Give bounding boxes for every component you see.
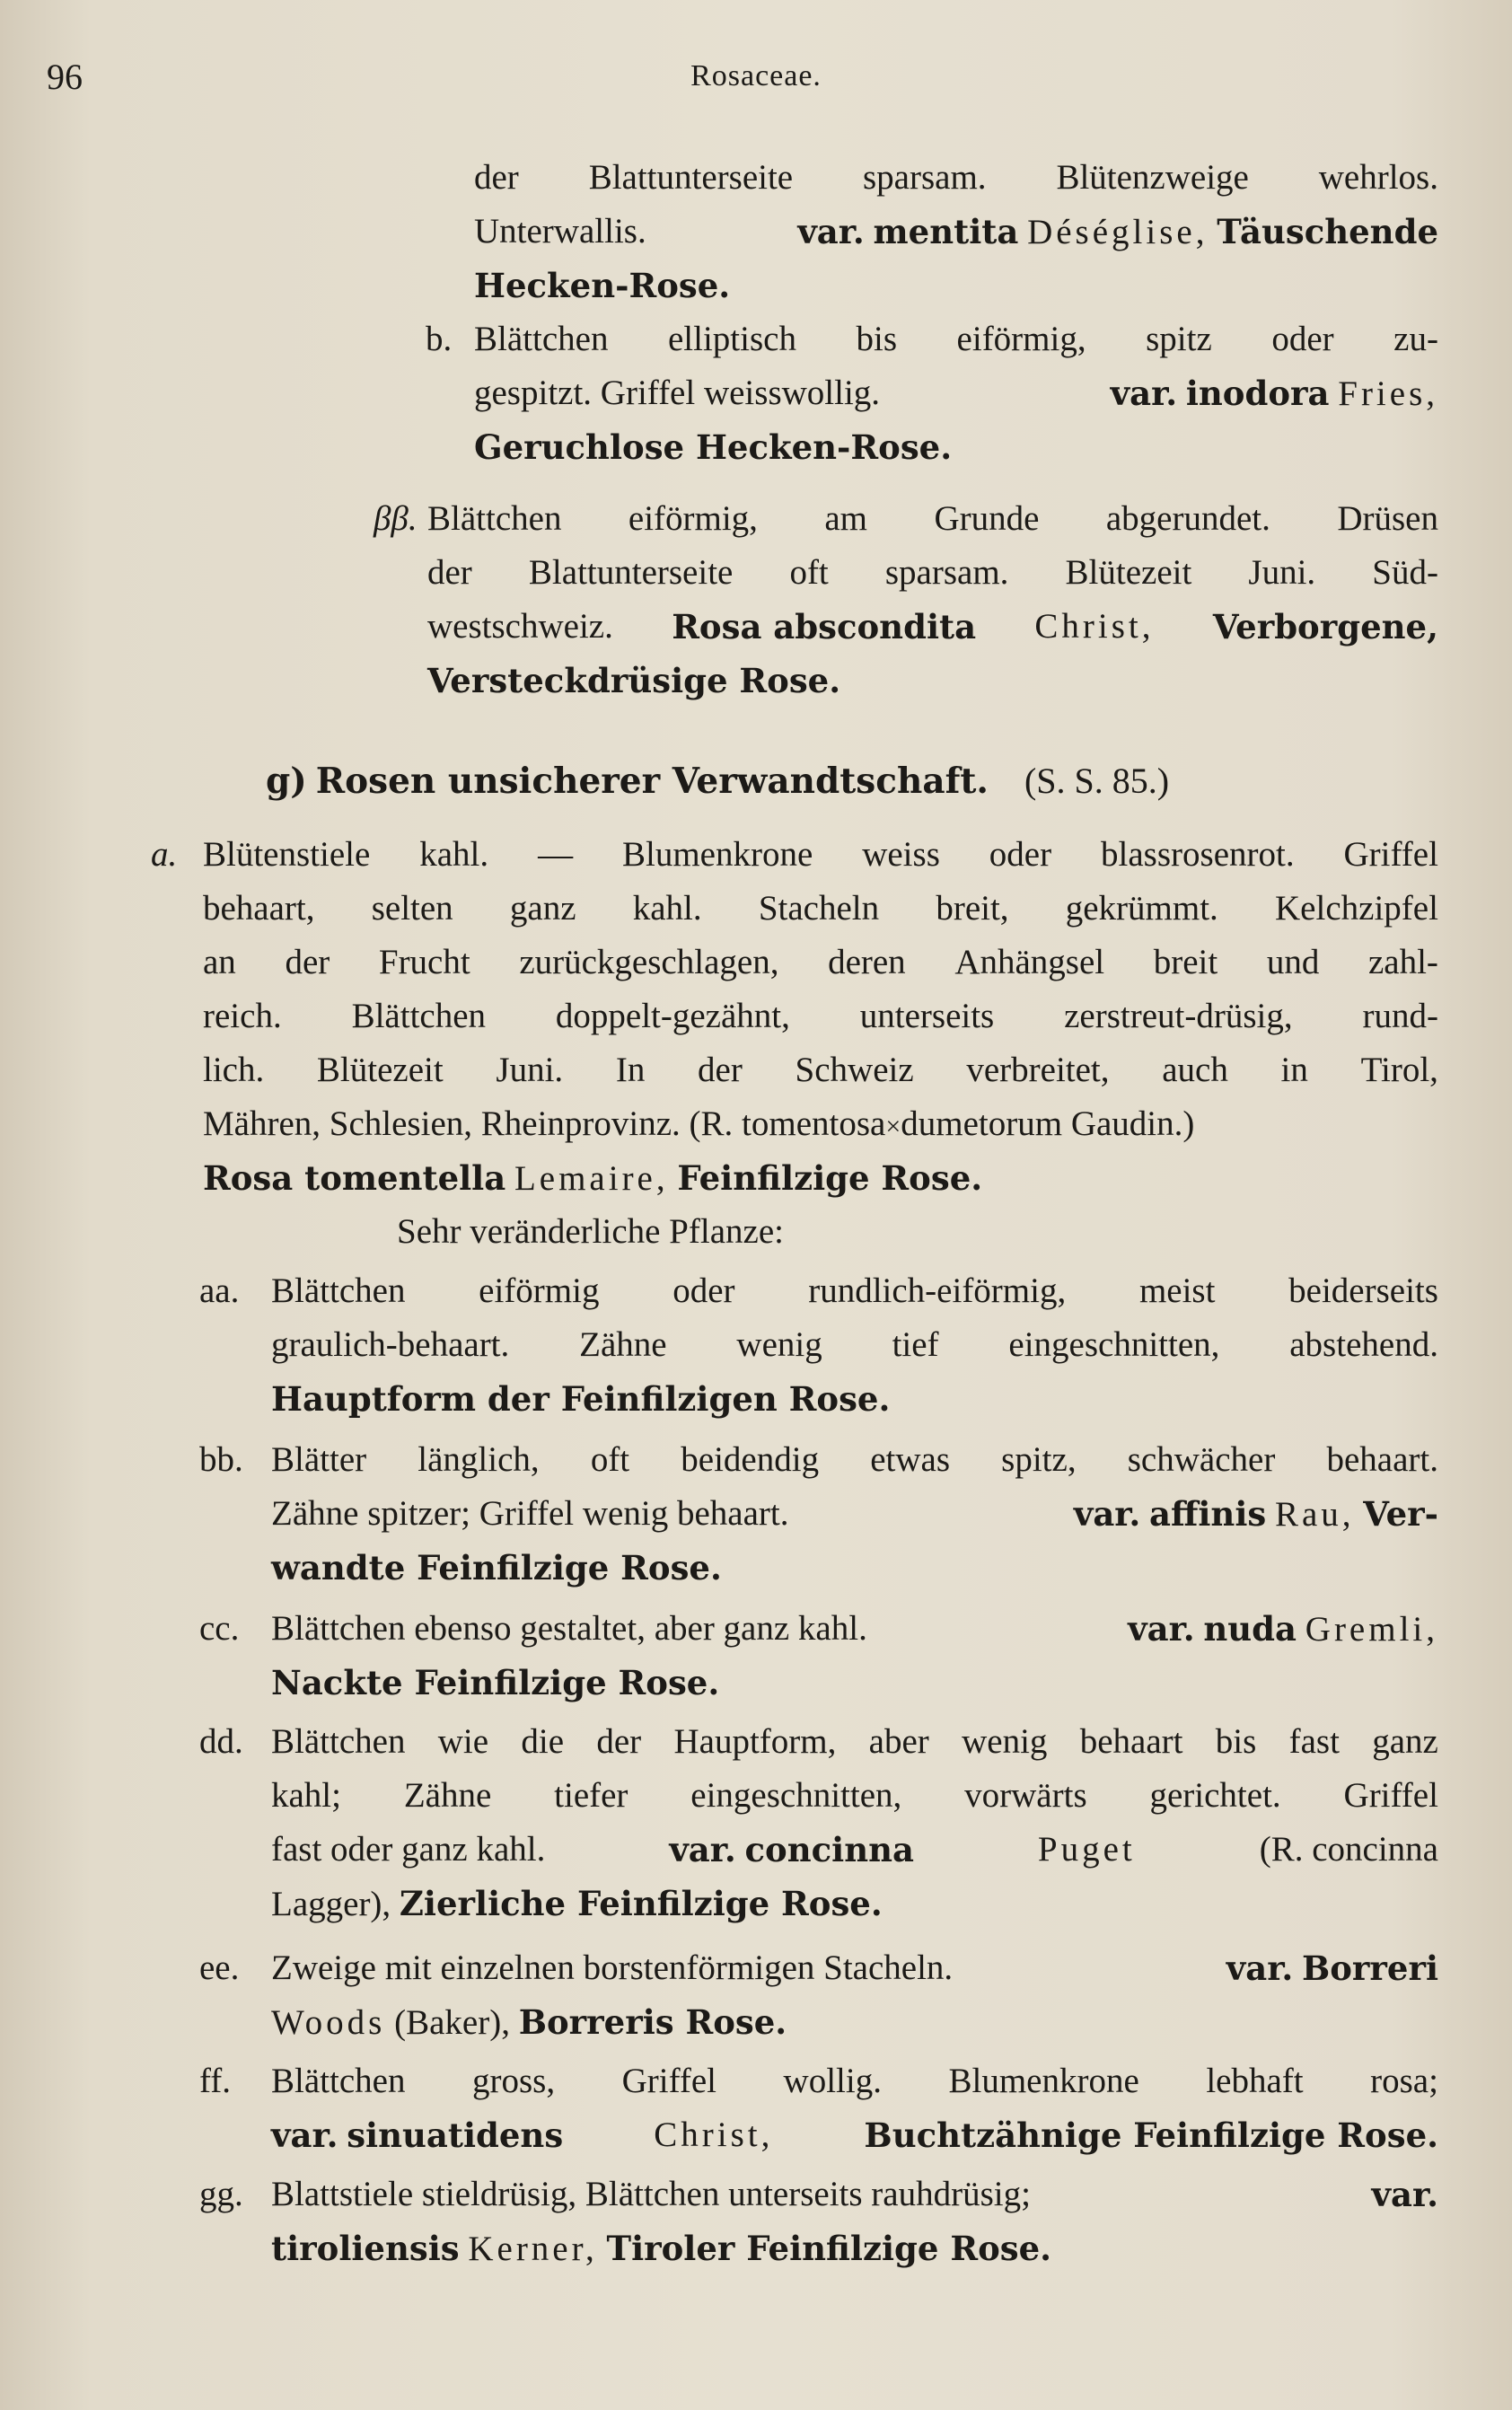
entry-borreri: [199, 1941, 1438, 2049]
entry-affinis: [199, 1433, 1438, 1595]
entry-inodora: [426, 312, 1438, 474]
text-line: Rosa tomentella Lemaire, Feinfilzige Rose.: [203, 1158, 983, 1198]
text-line: Blättchen ebenso gestaltet, aber ganz kahl. var. nuda Gremli,: [271, 1609, 1438, 1649]
running-title: Rosaceae.: [690, 59, 822, 92]
entry-tomentella: [151, 828, 1438, 1259]
text-line: lich. Blütezeit Juni. In der Schweiz verbreitet, auch in Tirol,: [203, 1051, 1438, 1089]
entry-label: aa.: [199, 1271, 240, 1310]
section-reference: (S. S. 85.): [1024, 761, 1170, 801]
entry-label: bb.: [199, 1440, 243, 1479]
hybrid-cross-sign: ×: [885, 1112, 901, 1141]
text-line: Versteckdrüsige Rose.: [427, 661, 841, 700]
text-line: Blättchen eiförmig oder rundlich-eiförmig, meist beiderseits: [271, 1271, 1438, 1310]
entry-label: ee.: [199, 1948, 240, 1987]
text-line: der Blattunterseite oft sparsam. Blütezeit Juni. Süd-: [427, 553, 1438, 592]
entry-concinna: [199, 1715, 1438, 1931]
text-line: Hauptform der Feinfilzigen Rose.: [271, 1379, 891, 1419]
entry-label: b.: [426, 320, 453, 358]
text-line: Sehr veränderliche Pflanze:: [397, 1212, 784, 1251]
text-line: Lagger), Zierliche Feinfilzige Rose.: [271, 1884, 883, 1923]
text-line: behaart, selten ganz kahl. Stacheln breit, gekrümmt. Kelchzipfel: [203, 889, 1438, 928]
text-line: Blättchen wie die der Hauptform, aber wenig behaart bis fast ganz: [271, 1722, 1438, 1761]
text-line: fast oder ganz kahl. var. concinna Puget (R. concinna: [271, 1830, 1438, 1869]
text-line: var. sinuatidens Christ, Buchtzähnige Feinfilzige Rose.: [271, 2115, 1438, 2155]
text-line: Mähren, Schlesien, Rheinprovinz. (R. tomentosa×dumetorum Gaudin.): [203, 1097, 1438, 1151]
text-line: Woods (Baker), Borreris Rose.: [271, 2002, 787, 2042]
text-line: Blättchen elliptisch bis eiförmig, spitz oder zu-: [474, 320, 1438, 358]
entry-nuda: [199, 1602, 1438, 1710]
text-line: Blattstiele stieldrüsig, Blättchen unterseits rauhdrüsig; var.: [271, 2175, 1438, 2214]
section-heading: g) Rosen unsicherer Verwandtschaft. (S. S. 85.): [266, 761, 1170, 802]
text-line: Geruchlose Hecken-Rose.: [474, 427, 953, 467]
text-line: gespitzt. Griffel weisswollig. var. inodora Fries,: [474, 374, 1438, 413]
text-line: Blättchen eiförmig, am Grunde abgerundet. Drüsen: [427, 499, 1438, 538]
entry-label: ββ.: [374, 499, 418, 538]
text-line: westschweiz. Rosa abscondita Christ, Verborgene,: [427, 607, 1438, 646]
entry-label: gg.: [199, 2175, 243, 2213]
text-line: Nackte Feinfilzige Rose.: [271, 1663, 720, 1702]
text-line: der Blattunterseite sparsam. Blütenzweige wehrlos.: [474, 158, 1438, 197]
text-line: graulich-behaart. Zähne wenig tief eingeschnitten, abstehend.: [271, 1325, 1438, 1364]
text-line: Unterwallis. var. mentita Déséglise, Täuschende: [474, 212, 1438, 251]
page-header: [47, 56, 1465, 110]
entry-sinuatidens: [199, 2054, 1438, 2162]
entry-abscondita: [374, 492, 1438, 708]
entry-mentita: [474, 151, 1438, 312]
entry-label: dd.: [199, 1722, 243, 1761]
text-line: Blätter länglich, oft beidendig etwas spitz, schwächer behaart.: [271, 1440, 1438, 1479]
entry-label: cc.: [199, 1609, 240, 1648]
text-line: tiroliensis Kerner, Tiroler Feinfilzige Rose.: [271, 2229, 1052, 2268]
text-line: Blättchen gross, Griffel wollig. Blumenkrone lebhaft rosa;: [271, 2062, 1438, 2100]
text-line: an der Frucht zurückgeschlagen, deren Anhängsel breit und zahl-: [203, 943, 1438, 981]
text-line: wandte Feinfilzige Rose.: [271, 1548, 722, 1588]
text-line: Zweige mit einzelnen borstenförmigen Stacheln. var. Borreri: [271, 1948, 1438, 1988]
entry-label: a.: [151, 835, 178, 874]
entry-tiroliensis: [199, 2168, 1438, 2275]
text-line: Hecken-Rose.: [474, 266, 731, 305]
text-line: Zähne spitzer; Griffel wenig behaart. var. affinis Rau, Ver-: [271, 1494, 1438, 1534]
text-line: kahl; Zähne tiefer eingeschnitten, vorwärts gerichtet. Griffel: [271, 1776, 1438, 1815]
text-line: reich. Blättchen doppelt-gezähnt, unterseits zerstreut-drüsig, rund-: [203, 997, 1438, 1035]
page-number: 96: [47, 57, 83, 97]
entry-label: ff.: [199, 2062, 232, 2100]
section-title: Rosen unsicherer Verwandtschaft.: [315, 761, 989, 802]
text-line: Blütenstiele kahl. — Blumenkrone weiss oder blassrosenrot. Griffel: [203, 835, 1438, 874]
entry-aa: [199, 1264, 1438, 1426]
